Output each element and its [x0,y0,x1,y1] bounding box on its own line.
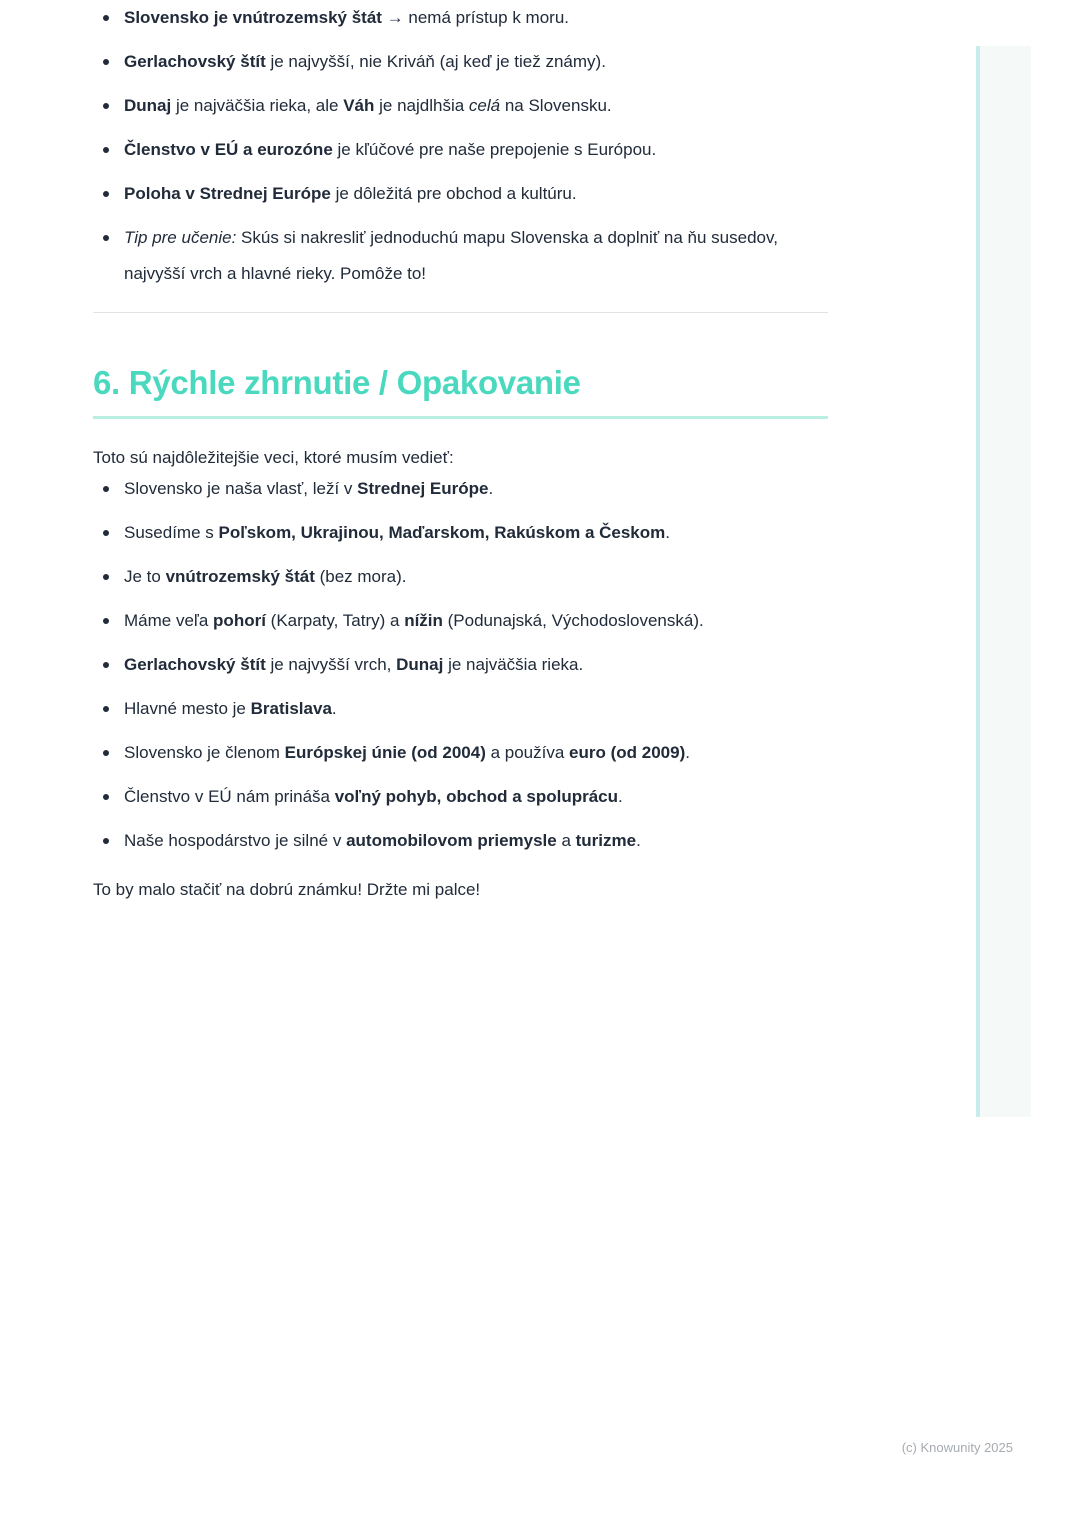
copyright-notice: (c) Knowunity 2025 [901,1440,1013,1455]
text-run: (bez mora). [314,567,407,586]
italic-text: Tip pre učenie: [124,228,237,247]
text-run: → nemá prístup k moru. [381,8,570,27]
list-item [93,176,828,212]
bold-text: vnútrozemský štát [165,567,315,586]
bold-text: Váh [343,96,375,115]
list-item [93,779,828,815]
list-item [93,44,828,80]
text-run: . [488,479,494,498]
list-item [93,603,828,639]
bold-text: Európskej únie (od 2004) [284,743,486,762]
text-run: . [331,699,337,718]
closing-remark: To by malo stačiť na dobrú známku! Držte mi palce! [93,880,481,899]
list-item [93,823,828,859]
list-item [93,132,828,168]
heading-underline [93,416,828,419]
italic-text: celá [468,96,501,115]
text-run: Skús si nakresliť jednoduchú mapu Slovenska a doplniť na ňu susedov, najvyšší vrch a hlavné rieky. Pomôže to! [124,228,778,283]
bold-text: pohorí [213,611,266,630]
text-run: . [685,743,690,762]
text-run: Členstvo v EÚ nám prináša [124,787,335,806]
section-heading: 6. Rýchle zhrnutie / Opakovanie [93,364,581,401]
bold-text: Členstvo v EÚ a eurozóne [124,140,333,159]
summary-list [93,471,828,859]
text-run: Je to [124,567,166,586]
list-item [93,0,828,36]
text-run: je kľúčové pre naše prepojenie s Európou. [332,140,657,159]
text-run: Susedíme s [124,523,219,542]
bold-text: nížin [404,611,443,630]
bold-text: Slovensko je vnútrozemský štát [124,8,382,27]
decorative-side-band [976,46,1031,1117]
bold-text: Strednej Európe [357,479,489,498]
text-run: je najvyšší, nie Kriváň (aj keď je tiež známy). [265,52,606,71]
text-run: Hlavné mesto je [124,699,251,718]
text-run: na Slovensku. [500,96,612,115]
list-item [93,471,828,507]
text-run: . [665,523,670,542]
text-run: je dôležitá pre obchod a kultúru. [330,184,577,203]
bold-text: Poloha v Strednej Európe [124,184,331,203]
text-run: je najväčšia rieka. [443,655,584,674]
list-item [93,647,828,683]
bold-text: Gerlachovský štít [124,655,266,674]
bold-text: Bratislava [250,699,332,718]
list-item [93,515,828,551]
text-run: a [556,831,576,850]
list-item [93,691,828,727]
list-item [93,559,828,595]
list-item [93,88,828,124]
text-run: Slovensko je členom [124,743,285,762]
bold-text: Dunaj [124,96,172,115]
text-run: (Karpaty, Tatry) a [265,611,405,630]
list-item [93,735,828,771]
section-divider [93,312,828,313]
text-run: (Podunajská, Východoslovenská). [442,611,704,630]
note-content [93,0,828,903]
text-run: Slovensko je naša vlasť, leží v [124,479,358,498]
section-intro: Toto sú najdôležitejšie veci, ktoré musím vedieť: [93,448,454,467]
bold-text: turizme [575,831,637,850]
bold-text: euro (od 2009) [569,743,686,762]
text-run: je najdlhšia [374,96,469,115]
key-points-list [93,0,828,292]
bold-text: Poľskom, Ukrajinou, Maďarskom, Rakúskom a Českom [218,523,666,542]
text-run: . [618,787,623,806]
text-run: Máme veľa [124,611,214,630]
bold-text: voľný pohyb, obchod a spoluprácu [334,787,618,806]
bold-text: automobilovom priemysle [346,831,557,850]
text-run: je najväčšia rieka, ale [171,96,344,115]
text-run: a používa [485,743,570,762]
bold-text: Dunaj [396,655,444,674]
text-run: Naše hospodárstvo je silné v [124,831,347,850]
list-item [93,220,828,292]
text-run: . [636,831,641,850]
bold-text: Gerlachovský štít [124,52,266,71]
text-run: je najvyšší vrch, [265,655,397,674]
